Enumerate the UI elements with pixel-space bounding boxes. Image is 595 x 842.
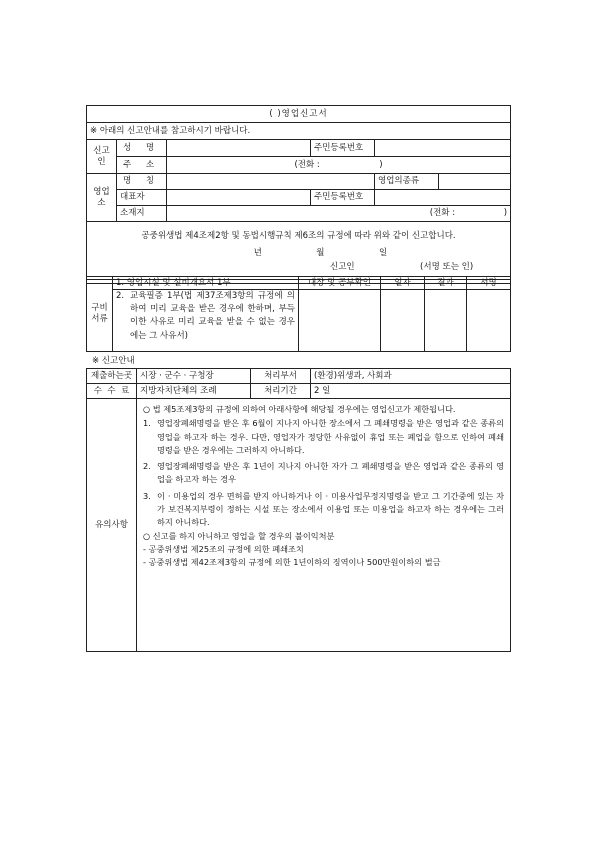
caution-intro: ○ 법 제5조제3항의 규정에 의하여 아래사항에 해당될 경우에는 영업신고가 제한됩니다. bbox=[143, 404, 456, 414]
business-type-field[interactable] bbox=[439, 174, 511, 190]
declaration-statement: 공중위생법 제4조제2항 및 동법시행규칙 제6조의 규정에 따라 위와 같이 신고합니다. bbox=[141, 231, 456, 241]
penalty-intro: ○ 신고를 하지 아니하고 영업을 할 경우의 불이익처분 bbox=[143, 530, 335, 541]
fee-label: 수 수 료 bbox=[87, 384, 137, 399]
guide-table bbox=[86, 368, 511, 652]
reporter-section-label: 신고인 bbox=[87, 140, 117, 174]
business-phone-text: (전화 : ) bbox=[429, 208, 508, 219]
fee-value: 지방자치단체의 조례 bbox=[137, 384, 251, 399]
business-rep-label: 대표자 bbox=[117, 190, 167, 206]
business-location-field[interactable] bbox=[167, 206, 511, 222]
declaration-signature bbox=[90, 262, 507, 273]
date-day-label: 일 bbox=[379, 247, 388, 258]
reporter-name-field[interactable] bbox=[167, 140, 311, 157]
reporter-address-label: 주 소 bbox=[117, 157, 167, 174]
date-year-label: 년 bbox=[253, 247, 262, 258]
caution-item-1-text: 영업장폐쇄명령을 받은 후 6월이 지나지 아니한 장소에서 그 폐쇄명령을 받은 영업과 같은 종류의 영업을 하고자 하는 경우. 다만, 영업자가 정당한 사유없이 휴업 또는 폐업을 함으로 인하여 폐쇄명령을 받은 경우에는 그러하지 아니하다. bbox=[157, 418, 504, 455]
dept-label: 처리부서 bbox=[251, 369, 311, 384]
reporter-rrn-label: 주민등록번호 bbox=[311, 140, 375, 157]
business-name-label: 명 칭 bbox=[117, 174, 167, 190]
business-location-label: 소재지 bbox=[117, 206, 167, 222]
caution-item-1: 1. 영업장폐쇄명령을 받은 후 6월이 지나지 아니한 장소에서 그 폐쇄명령을 받은 영업과 같은 종류의 영업을 하고자 하는 경우. 다만, 영업자가 정당한 사유없이 휴업 또는 폐업을 함으로 인하여 폐쇄명령을 받은 경우에는 그러하지 아니하다. bbox=[143, 417, 504, 457]
form-title: ( )영업신고서 bbox=[87, 106, 511, 123]
col-sign-header: 서명 bbox=[467, 277, 511, 290]
reporter-address-field[interactable] bbox=[167, 157, 511, 174]
document-item-2-text: 교육필증 1부(법 제37조제3항의 규정에 의하여 미리 교육을 받은 경우에 한하며, 부득이한 사유로 미리 교육을 받을 수 없는 경우에는 그 사유서) bbox=[130, 291, 295, 341]
documents-label-line2: 서류 bbox=[91, 314, 108, 324]
reporter-phone-text: (전화 : ) bbox=[294, 159, 383, 170]
col-check-header: 대장 및 공부확인 bbox=[299, 277, 381, 290]
business-rep-field[interactable] bbox=[167, 190, 311, 206]
reporter-rrn-field[interactable] bbox=[375, 140, 511, 157]
period-label: 처리기간 bbox=[251, 384, 311, 399]
caution-item-3-text: 이 · 미용업의 경우 면허를 받지 아니하거나 이 · 미용사업무정지명령을 받고 그 기간중에 있는 자가 보건복지부령이 정하는 시설 또는 장소에서 이용업 또는 미용업을 하고자 하는 경우에는 그러하지 아니하다. bbox=[157, 490, 504, 528]
caution-item-3: 3. 이 · 미용업의 경우 면허를 받지 아니하거나 이 · 미용사업무정지명령을 받고 그 기간중에 있는 자가 보건복지부령이 정하는 시설 또는 장소에서 이용업 또는 미용업을 하고자 하는 경우에는 그러하지 아니하다. bbox=[143, 490, 504, 530]
report-form-table bbox=[86, 105, 511, 284]
documents-table bbox=[86, 276, 511, 352]
caution-item-2-text: 영업장폐쇄명령을 받은 후 1년이 지나지 아니한 자가 그 폐쇄명령을 받은 영업과 같은 종류의 영업을 하고자 하는 경우 bbox=[157, 461, 504, 485]
date-month-label: 월 bbox=[316, 247, 325, 258]
reporter-name-label: 성 명 bbox=[117, 140, 167, 157]
business-name-field[interactable] bbox=[167, 174, 375, 190]
guide-header: ※ 신고안내 bbox=[92, 356, 135, 366]
penalty-item-2: - 공중위생법 제42조제3항의 규정에 의한 1년이하의 징역이나 500만원이하의 벌금 bbox=[143, 557, 441, 568]
signer-label: 신고인 bbox=[330, 262, 355, 273]
date-cell[interactable] bbox=[381, 290, 425, 352]
period-value: 2 일 bbox=[311, 384, 511, 399]
result-cell[interactable] bbox=[425, 290, 467, 352]
business-rep-rrn-field[interactable] bbox=[375, 190, 511, 206]
penalty-item-1: - 공중위생법 제25조의 규정에 의한 폐쇄조치 bbox=[143, 543, 304, 554]
col-result-header: 결과 bbox=[425, 277, 467, 290]
col-date-header: 일자 bbox=[381, 277, 425, 290]
document-item-2 bbox=[113, 290, 299, 352]
declaration-date bbox=[90, 248, 507, 259]
document-item-2-no: 2. bbox=[116, 291, 125, 301]
form-notice: ※ 아래의 신고안내를 참고하시기 바랍니다. bbox=[87, 123, 511, 140]
business-type-label: 영업의종류 bbox=[375, 174, 439, 190]
business-rep-rrn-label: 주민등록번호 bbox=[311, 190, 375, 206]
submit-label: 제출하는곳 bbox=[87, 369, 137, 384]
documents-label-line1: 구비 bbox=[91, 303, 108, 314]
caution-label: 유의사항 bbox=[87, 399, 137, 652]
business-section-label: 영업소 bbox=[87, 174, 117, 222]
documents-section-label bbox=[87, 277, 113, 352]
caution-content bbox=[137, 399, 511, 652]
check-cell[interactable] bbox=[299, 290, 381, 352]
caution-item-2: 2. 영업장폐쇄명령을 받은 후 1년이 지나지 아니한 자가 그 폐쇄명령을 받은 영업과 같은 종류의 영업을 하고자 하는 경우 bbox=[143, 460, 504, 487]
document-item-1: 1. 영업시설 및 설비개요서 1부 bbox=[113, 277, 299, 290]
sign-cell[interactable] bbox=[467, 290, 511, 352]
declaration-block bbox=[87, 222, 511, 280]
submit-value: 시장 · 군수 · 구청장 bbox=[137, 369, 251, 384]
sign-text[interactable]: (서명 또는 인) bbox=[420, 262, 474, 273]
dept-value: (환경)위생과, 사회과 bbox=[311, 369, 511, 384]
